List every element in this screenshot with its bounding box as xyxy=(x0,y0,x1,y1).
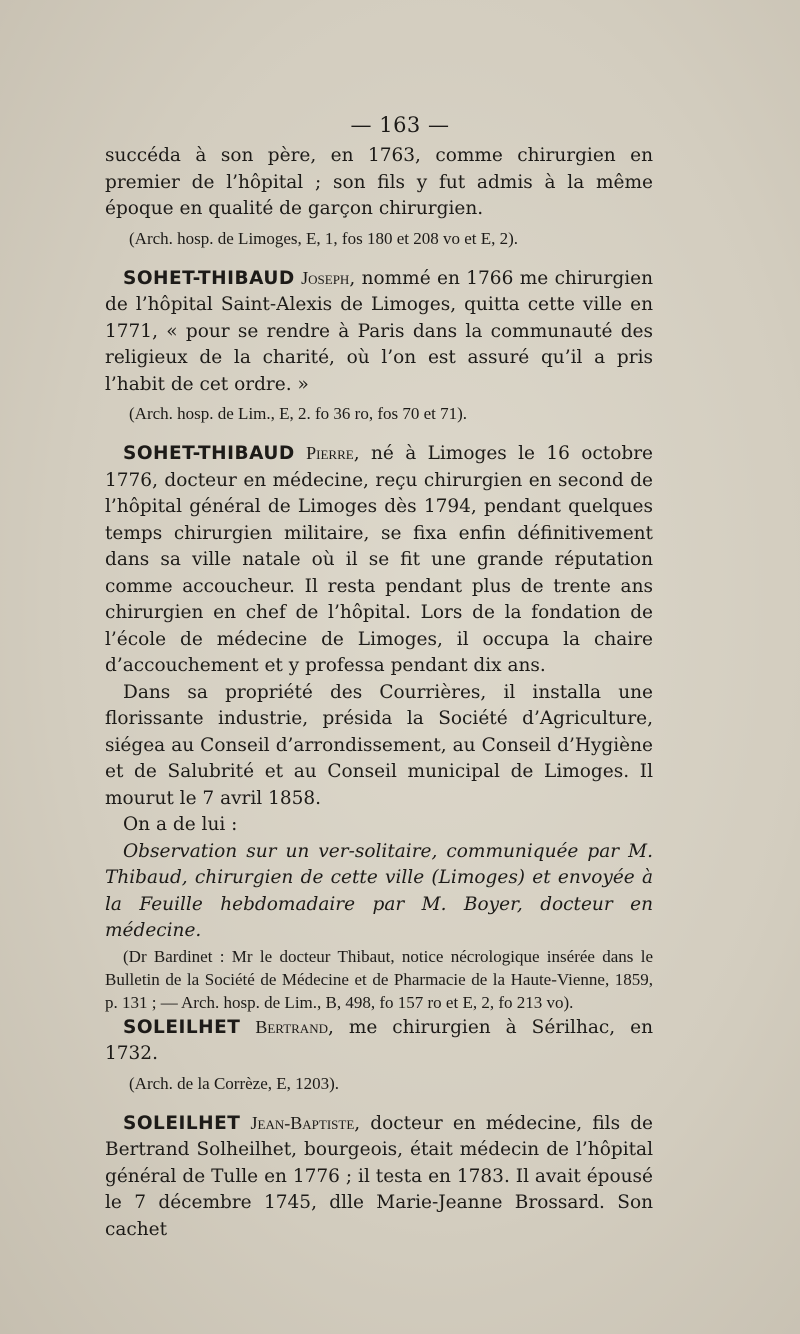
entry-paragraph: On a de lui : xyxy=(123,814,238,835)
entry-reference: (Arch. hosp. de Lim., E, 2. fo 36 ro, fos 70 et 71). xyxy=(129,404,468,423)
page-number: — 163 — xyxy=(350,113,450,137)
entry-sohet-joseph xyxy=(105,265,653,399)
entry-name: SOLEILHET xyxy=(123,1112,241,1134)
intro-reference: (Arch. hosp. de Limoges, E, 1, fos 180 et 208 vo et E, 2). xyxy=(129,228,519,248)
entry-given-name: Bertrand xyxy=(255,1016,328,1037)
entry-given-name: Jean-Baptiste xyxy=(250,1112,355,1133)
entry-text: , docteur en médecine, fils de Bertrand Solheilhet, bourgeois, était médecin de l’hôpital général de Tulle en 1776 ; il testa en 1783. Il avait épousé le 7 décembre 1745, dlle Marie-Jeanne Brossard. Son cachet xyxy=(105,1112,653,1240)
entry-reference: (Arch. de la Corrèze, E, 1203). xyxy=(129,1073,340,1093)
entry-text: , né à Limoges le 16 octobre 1776, docteur en médecine, reçu chirurgien en second de l’hôpital général de Limoges dès 1794, pendant quelques temps chirurgien militaire, se fixa enfin définitivement dans sa ville natale où il se fit une grande réputation comme accoucheur. Il resta pendant plus de trente ans chirurgien en chef de l’hôpital. Lors de la fondation de l’école de médecine de Limoges, il occupa la chaire d’accouchement et y professa pendant dix ans. xyxy=(105,443,653,676)
entry-text: , nommé en 1766 me chirurgien de l’hôpital Saint-Alexis de Limoges, quitta cette ville en 1771, « pour se rendre à Paris dans la communauté des religieux de la charité, où l’on est assuré qu’il a pris l’habit de cet ordre. » xyxy=(105,267,653,395)
entry-name: SOHET-THIBAUD xyxy=(123,267,295,289)
entry-soleilhet-jean-baptiste xyxy=(105,1110,653,1244)
entry-name: SOLEILHET xyxy=(123,1016,241,1038)
page-body xyxy=(105,143,653,1243)
entry-text: , me chirurgien à Sérilhac, en 1732. xyxy=(105,1016,653,1064)
entry-sohet-pierre xyxy=(105,440,653,680)
entry-given-name: Joseph xyxy=(301,267,350,288)
entry-given-name: Pierre xyxy=(306,443,354,463)
entry-note: (Dr Bardinet : Mr le docteur Thibaut, notice nécrologique insérée dans le Bulletin de la Société de Médecine et de Pharmacie de la Haute-Vienne, 1859, p. 131 ; — Arch. hosp. de Lim., B, 498, fo 157 ro et E, 2, fo 213 vo). xyxy=(105,946,653,1012)
entry-name: SOHET-THIBAUD xyxy=(123,443,295,464)
intro-paragraph: succéda à son père, en 1763, comme chirurgien en premier de l’hôpital ; son fils y fut admis à la même époque en qualité de garçon chirurgien. xyxy=(105,145,653,219)
entry-soleilhet-bertrand xyxy=(105,1014,653,1068)
work-title: Observation sur un ver-solitaire, communiquée par M. Thibaud, chirurgien de cette ville (Limoges) et envoyée à la Feuille hebdomadaire par M. Boyer, docteur en médecine. xyxy=(105,840,653,941)
entry-paragraph: Dans sa propriété des Courrières, il installa une florissante industrie, présida la Société d’Agriculture, siégea au Conseil d’arrondissement, au Conseil d’Hygiène et de Salubrité et au Conseil municipal de Limoges. Il mourut le 7 avril 1858. xyxy=(105,681,653,809)
